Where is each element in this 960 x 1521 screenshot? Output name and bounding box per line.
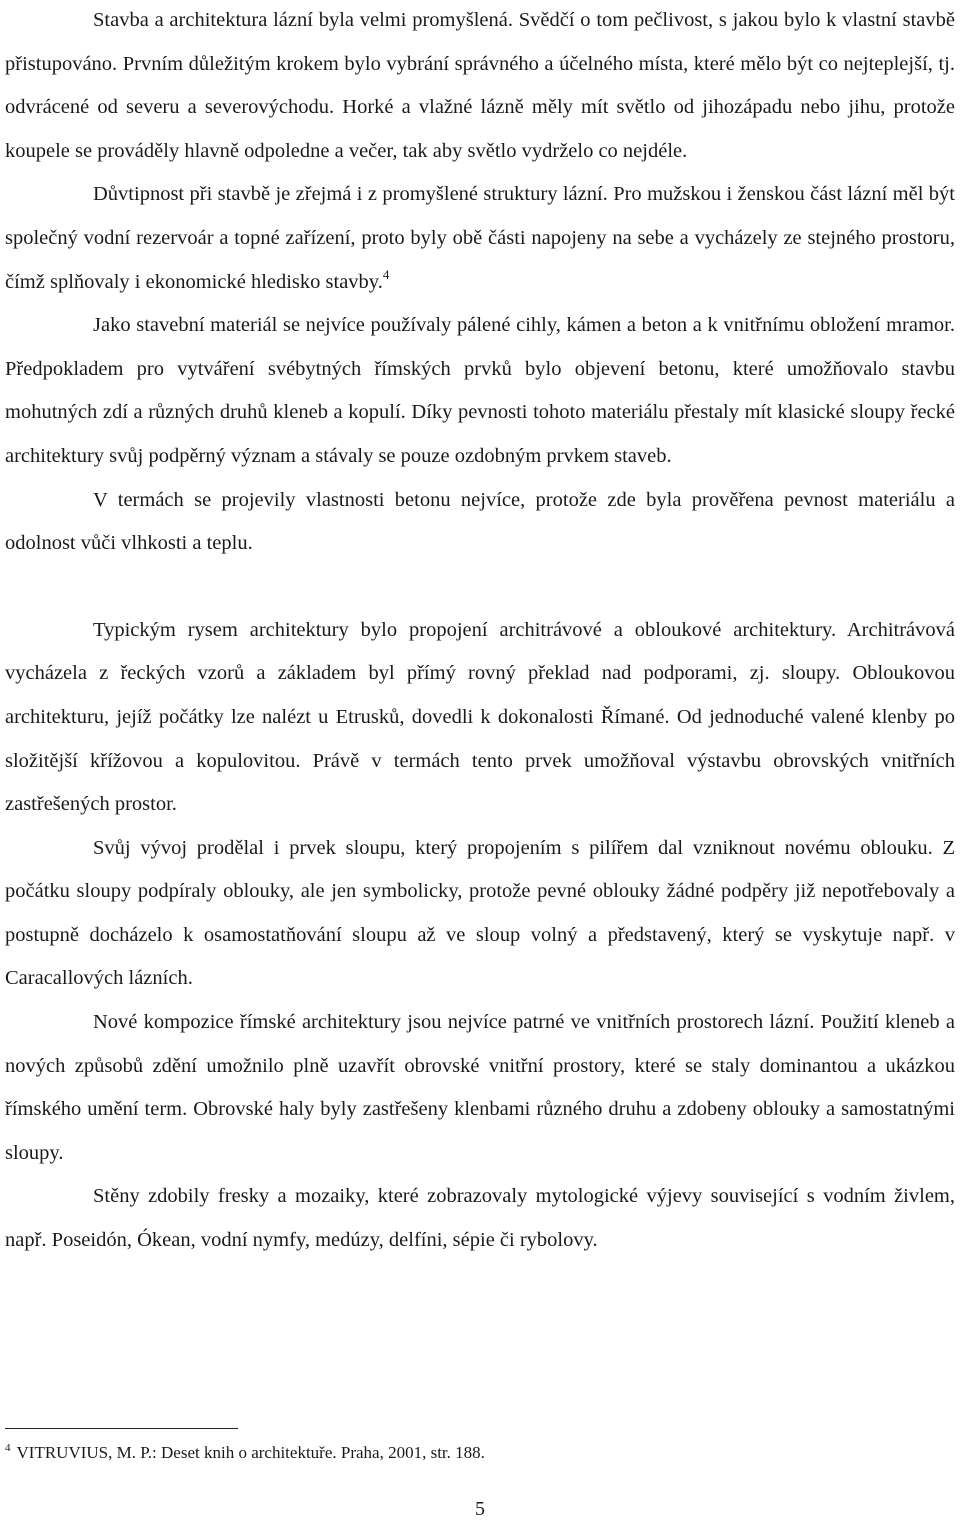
paragraph-column-development: Svůj vývoj prodělal i prvek sloupu, který propojením s pilířem dal vzniknout novému oblouku. Z počátku sloupy podpíraly oblouky, ale jen symbolicky, protože pevné oblouky žádné podpěry již nepotřebovaly a postupně docházelo k osamostatňování sloupu až ve sloup volný a představený, který se vyskytuje např. v Caracallových lázních. [5,836,955,990]
footnote-text: VITRUVIUS, M. P.: Deset knih o architektuře. Praha, 2001, str. 188. [16,1443,485,1462]
footnote-separator [5,1428,238,1429]
paragraph-text: Důvtipnost při stavbě je zřejmá i z promyšlené struktury lázní. Pro mužskou i ženskou část lázní měl být společný vodní rezervoár a topné zařízení, proto byly obě části napojeny na sebe a vycházely ze stejného prostoru, čímž splňovaly i ekonomické hledisko stavby. [5,183,955,293]
paragraph-architrave-and-arch: Typickým rysem architektury bylo propojení architrávové a obloukové architektury. Architrávová vycházela z řeckých vzorů a základem byl přímý rovný překlad nad podporami, zj. sloupy. Obloukovou architekturu, jejíž počátky lze nalézt u Etrusků, dovedli k dokonalosti Římané. Od jednoduché valené klenby po složitější křížovou a kopulovitou. Právě v termách tento prvek umožňoval výstavbu obrovských vnitřních zastřešených prostor. [5,618,955,816]
paragraph-building-materials: Jako stavební materiál se nejvíce používaly pálené cihly, kámen a beton a k vnitřnímu obložení mramor. Předpokladem pro vytváření svébytných římských prvků bylo objevení betonu, které umožňovalo stavbu mohutných zdí a různých druhů kleneb a kopulí. Díky pevnosti tohoto materiálu přestaly mít klasické sloupy řecké architektury svůj podpěrný význam a stávaly se pouze ozdobným prvkem staveb. [5,314,955,467]
document-page [5,0,955,1263]
paragraph-bath-orientation: Stavba a architektura lázní byla velmi promyšlená. Svědčí o tom pečlivost, s jakou bylo k vlastní stavbě přistupováno. Prvním důležitým krokem bylo vybrání správného a účelného místa, které mělo být co nejteplejší, tj. odvrácené od severu a severovýchodu. Horké a vlažné lázně měly mít světlo od jihozápadu nebo jihu, protože koupele se prováděly hlavně odpoledne a večer, tak aby světlo vydrželo co nejdéle. [5,9,955,162]
paragraph-new-compositions: Nové kompozice římské architektury jsou nejvíce patrné ve vnitřních prostorech lázní. Použití kleneb a nových způsobů zdění umožnilo plně uzavřít obrovské vnitřní prostory, které se staly dominantou a ukázkou římského umění term. Obrovské haly byly zastřešeny klenbami různého druhu a zdobeny oblouky a samostatnými sloupy. [5,1011,955,1164]
paragraph-bath-structure [5,173,955,304]
footnote [5,1441,955,1465]
page-number: 5 [475,1498,485,1520]
paragraph-gap [5,566,955,609]
paragraph-frescoes-mosaics: Stěny zdobily fresky a mozaiky, které zobrazovaly mytologické výjevy související s vodním živlem, např. Poseidón, Ókean, vodní nymfy, medúzy, delfíni, sépie či rybolovy. [5,1185,955,1252]
footnote-reference: 4 [382,266,390,282]
paragraph-concrete-in-thermae: V termách se projevily vlastnosti betonu nejvíce, protože zde byla prověřena pevnost materiálu a odolnost vůči vlhkosti a teplu. [5,488,955,555]
footnote-mark: 4 [5,1442,11,1454]
